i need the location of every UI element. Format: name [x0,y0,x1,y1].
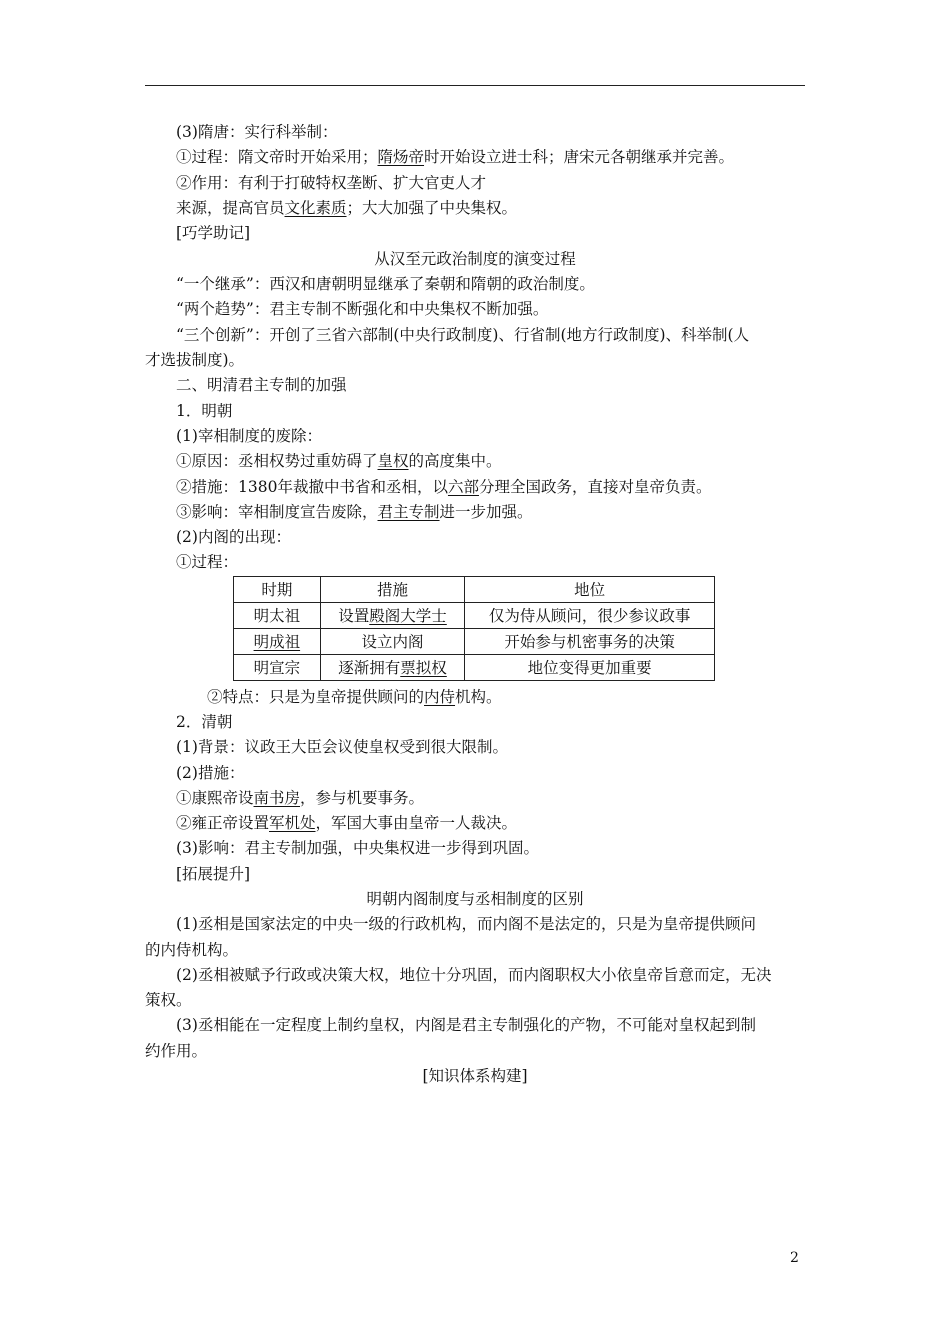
item-heading: (2)措施： [176,764,245,782]
header-rule [145,85,805,86]
measure-line: ②措施：1380年裁撤中书省和丞相，以六部分理全国政务，直接对皇帝负责。 [176,478,712,496]
table-row [234,655,715,681]
impact-line: (3)影响：君主专制加强，中央集权进一步得到巩固。 [176,839,539,857]
answer-blank: 军机处 [269,814,316,832]
answer-blank: 内侍 [424,688,456,706]
background-line: (1)背景：议政王大臣会议使皇权受到很大限制。 [176,738,508,756]
table-cell: 明宣宗 [234,655,321,681]
tip-line: “一个继承”：西汉和唐朝明显继承了秦朝和隋朝的政治制度。 [176,275,595,293]
table-header: 措施 [320,577,465,603]
table-header: 时期 [234,577,321,603]
item-heading: (2)内阁的出现： [176,528,291,546]
table-cell: 设置殿阁大学士 [320,603,465,629]
paragraph-line: (3)丞相能在一定程度上制约皇权，内阁是君主专制强化的产物，不可能对皇权起到制 [176,1016,756,1034]
tip-title: 从汉至元政治制度的演变过程 [374,250,576,268]
tip-line: “三个创新”：开创了三省六部制(中央行政制度)、行省制(地方行政制度)、科举制(人 [176,326,750,344]
knowledge-system-heading: [知识体系构建] [422,1067,528,1085]
table-header-row [234,577,715,603]
answer-blank: 皇权 [377,452,409,470]
table-row [234,603,715,629]
section-heading-sui-tang: (3)隋唐：实行科举制： [176,123,338,141]
reason-line: ①原因：丞相权势过重妨碍了皇权的高度集中。 [176,452,502,470]
answer-blank: 明成祖 [253,632,301,651]
answer-blank: 殿阁大学士 [369,606,447,625]
table-header: 地位 [465,577,715,603]
answer-blank: 君主专制 [377,503,440,521]
table-cell: 设立内阁 [320,629,465,655]
measure-line: ①康熙帝设南书房，参与机要事务。 [176,789,425,807]
paragraph-line-cont: 的内侍机构。 [145,941,239,959]
process-heading: ①过程： [176,553,239,571]
tip-line-cont: 才选拔制度)。 [145,351,245,369]
answer-blank: 隋炀帝 [377,148,425,166]
answer-blank: 文化素质 [284,199,347,217]
table-cell [234,629,321,655]
table-cell: 明太祖 [234,603,321,629]
table-cell: 地位变得更加重要 [465,655,715,681]
paragraph-line-cont: 策权。 [145,991,192,1009]
measure-line: ②雍正帝设置军机处，军国大事由皇帝一人裁决。 [176,814,518,832]
table-row [234,629,715,655]
process-line: ①过程：隋文帝时开始采用；隋炀帝时开始设立进士科；唐宋元各朝继承并完善。 [176,148,735,166]
extension-title: 明朝内阁制度与丞相制度的区别 [366,890,584,908]
item-heading: (1)宰相制度的废除： [176,427,322,445]
table-cell: 逐渐拥有票拟权 [320,655,465,681]
answer-blank: 南书房 [253,789,301,807]
paragraph-line-cont: 约作用。 [145,1042,208,1060]
answer-blank: 六部 [447,478,479,496]
subsection-heading: 2．清朝 [176,713,233,731]
effect-line-cont: 来源，提高官员文化素质；大大加强了中央集权。 [176,199,518,217]
table-cell: 仅为侍从顾问，很少参议政事 [465,603,715,629]
table-cell: 开始参与机密事务的决策 [465,629,715,655]
impact-line: ③影响：宰相制度宣告废除，君主专制进一步加强。 [176,503,533,521]
feature-line: ②特点：只是为皇帝提供顾问的内侍机构。 [207,688,502,706]
extension-heading: [拓展提升] [176,865,251,883]
subsection-heading: 1．明朝 [176,402,233,420]
paragraph-line: (2)丞相被赋予行政或决策大权，地位十分巩固，而内阁职权大小依皇帝旨意而定，无决 [176,966,772,984]
page-number: 2 [790,1250,799,1266]
paragraph-line: (1)丞相是国家法定的中央一级的行政机构，而内阁不是法定的，只是为皇帝提供顾问 [176,915,756,933]
section-heading: 二、明清君主专制的加强 [176,376,347,394]
effect-line: ②作用：有利于打破特权垄断、扩大官吏人才 [176,174,487,192]
answer-blank: 票拟权 [400,658,447,677]
tip-line: “两个趋势”：君主专制不断强化和中央集权不断加强。 [176,300,549,318]
cabinet-table [233,576,715,681]
tip-heading: [巧学助记] [176,224,251,242]
